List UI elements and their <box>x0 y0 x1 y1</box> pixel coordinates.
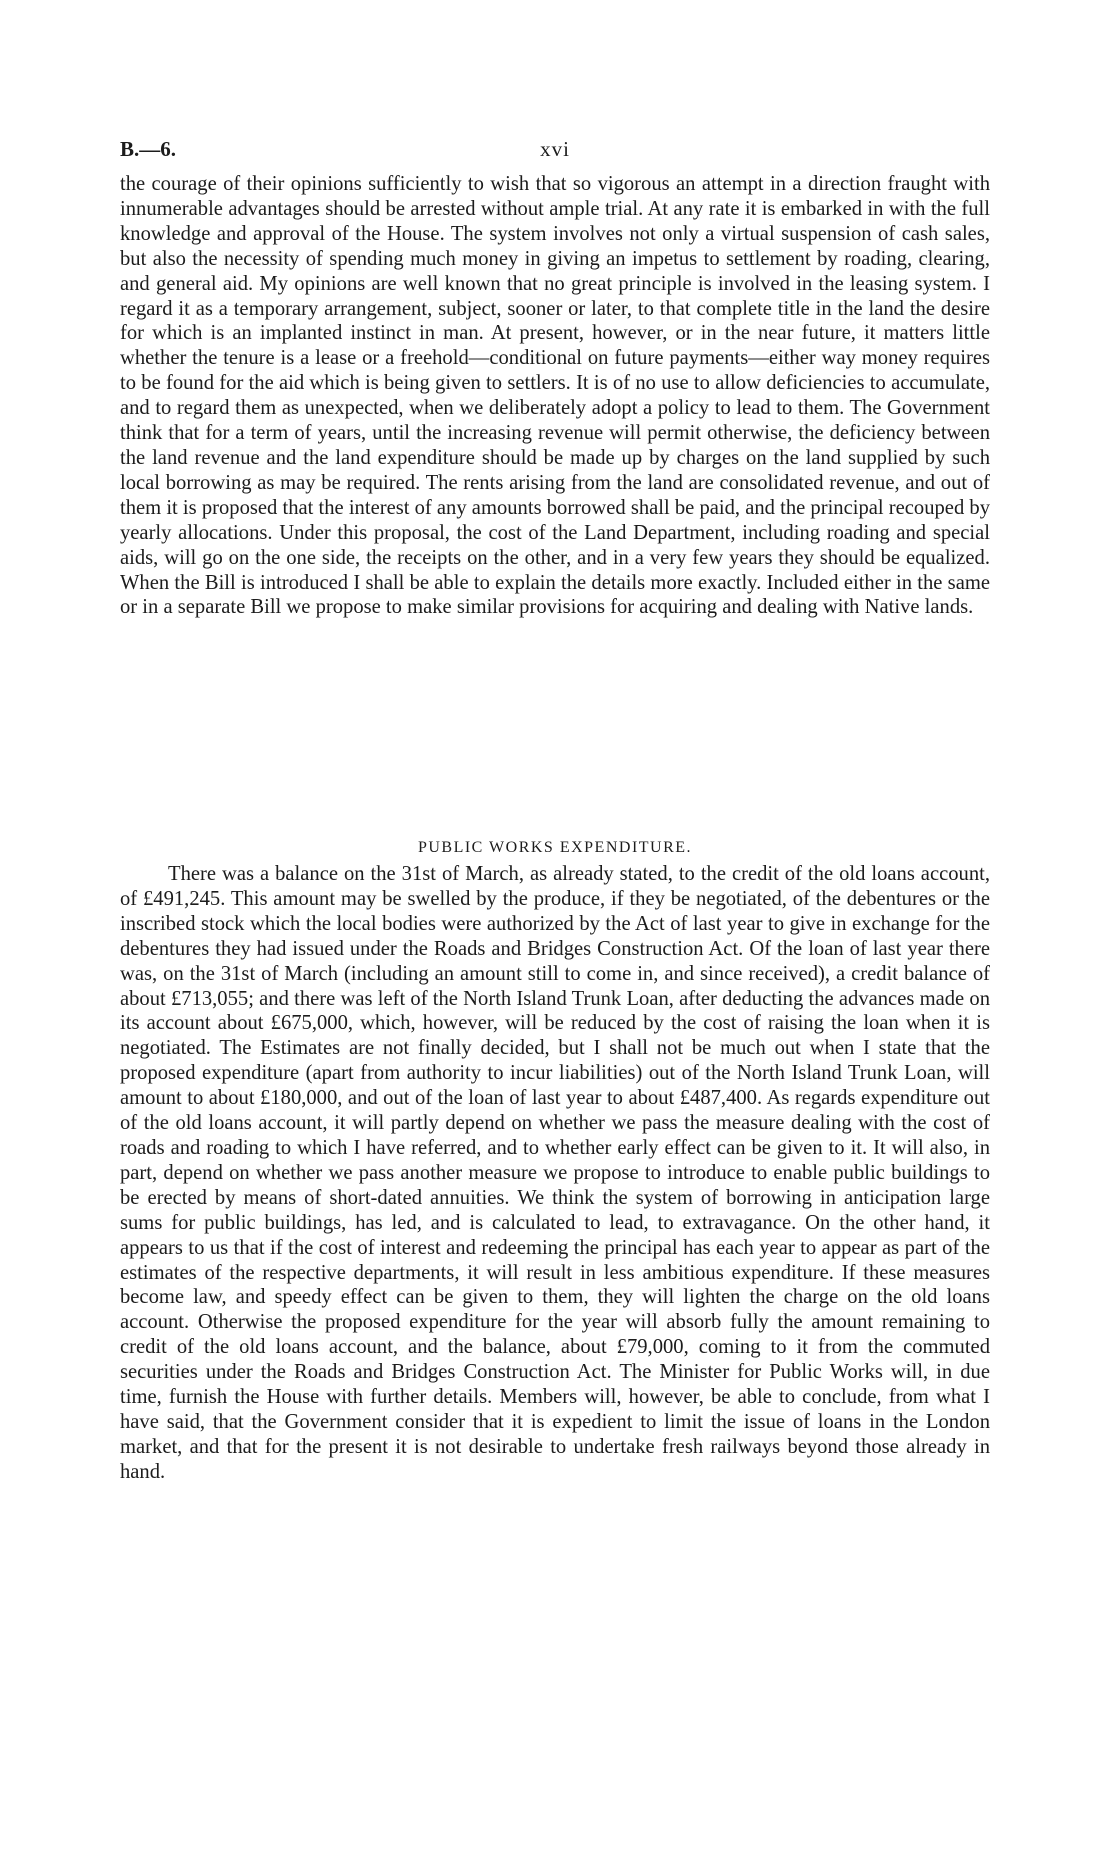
document-reference: B.—6. <box>120 137 177 161</box>
paragraph-land-policy: the courage of their opinions sufficiently to wish that so vigorous an attempt in a direction fraught with innumerable advantages should be arrested without ample trial. At any rate it is embarked in with the full knowledge and approval of the House. The system involves not only a virtual suspension of cash sales, but also the necessity of spending much money in giving an impetus to settlement by roading, clearing, and general aid. My opinions are well known that no great principle is involved in the leasing system. I regard it as a temporary arrangement, subject, sooner or later, to that complete title in the land the desire for which is an implanted instinct in man. At present, however, or in the near future, it matters little whether the tenure is a lease or a freehold—conditional on future payments—either way money requires to be found for the aid which is being given to settlers. It is of no use to allow deficiencies to accumulate, and to regard them as unexpected, when we deliberately adopt a policy to lead to them. The Government think that for a term of years, until the increasing revenue will permit otherwise, the deficiency between the land revenue and the land expenditure should be made up by charges on the land supplied by such local borrowing as may be required. The rents arising from the land are consolidated revenue, and out of them it is proposed that the interest of any amounts borrowed shall be paid, and the principal recouped by yearly allocations. Under this proposal, the cost of the Land Department, including roading and special aids, will go on the one side, the receipts on the other, and in a very few years they should be equalized. When the Bill is introduced I shall be able to explain the details more exactly. Included either in the same or in a separate Bill we propose to make similar provisions for acquiring and dealing with Native lands. <box>120 173 990 619</box>
page-header <box>120 137 990 163</box>
continued-text-block <box>120 172 990 620</box>
page-number: xvi <box>540 137 570 161</box>
paragraph-public-works: There was a balance on the 31st of March, as already stated, to the credit of the old loans account, of £491,245. This amount may be swelled by the produce, if they be negotiated, of the debentures or the inscribed stock which the local bodies were authorized by the Act of last year to give in exchange for the debentures they had issued under the Roads and Bridges Construction Act. Of the loan of last year there was, on the 31st of March (including an amount still to come in, and since received), a credit balance of about £713,055; and there was left of the North Island Trunk Loan, after deducting the advances made on its account about £675,000, which, however, will be reduced by the cost of raising the loan when it is negotiated. The Estimates are not finally decided, but I shall not be much out when I state that the proposed expenditure (apart from authority to incur liabilities) out of the North Island Trunk Loan, will amount to about £180,000, and out of the loan of last year to about £487,400. As regards expenditure out of the old loans account, it will partly depend on whether we pass the measure dealing with the cost of roads and roading to which I have referred, and to whether early effect can be given to it. It will also, in part, depend on whether we pass another measure we propose to introduce to enable public buildings to be erected by means of short-dated annuities. We think the system of borrowing in anticipation large sums for public buildings, has led, and is calculated to lead, to extravagance. On the other hand, it appears to us that if the cost of interest and redeeming the principal has each year to appear as part of the estimates of the respective departments, it will result in less ambitious expenditure. If these measures become law, and speedy effect can be given to them, they will lighten the charge on the old loans account. Otherwise the proposed expenditure for the year will absorb fully the amount remaining to credit of the old loans account, and the balance, about £79,000, coming to it from the commuted securities under the Roads and Bridges Construction Act. The Minister for Public Works will, in due time, furnish the House with further details. Members will, however, be able to conclude, from what I have said, that the Government consider that it is expedient to limit the issue of loans in the London market, and that for the present it is not desirable to undertake fresh railways beyond those already in hand. <box>120 863 990 1483</box>
public-works-text-block <box>120 862 990 1485</box>
section-heading: PUBLIC WORKS EXPENDITURE. <box>417 839 693 856</box>
